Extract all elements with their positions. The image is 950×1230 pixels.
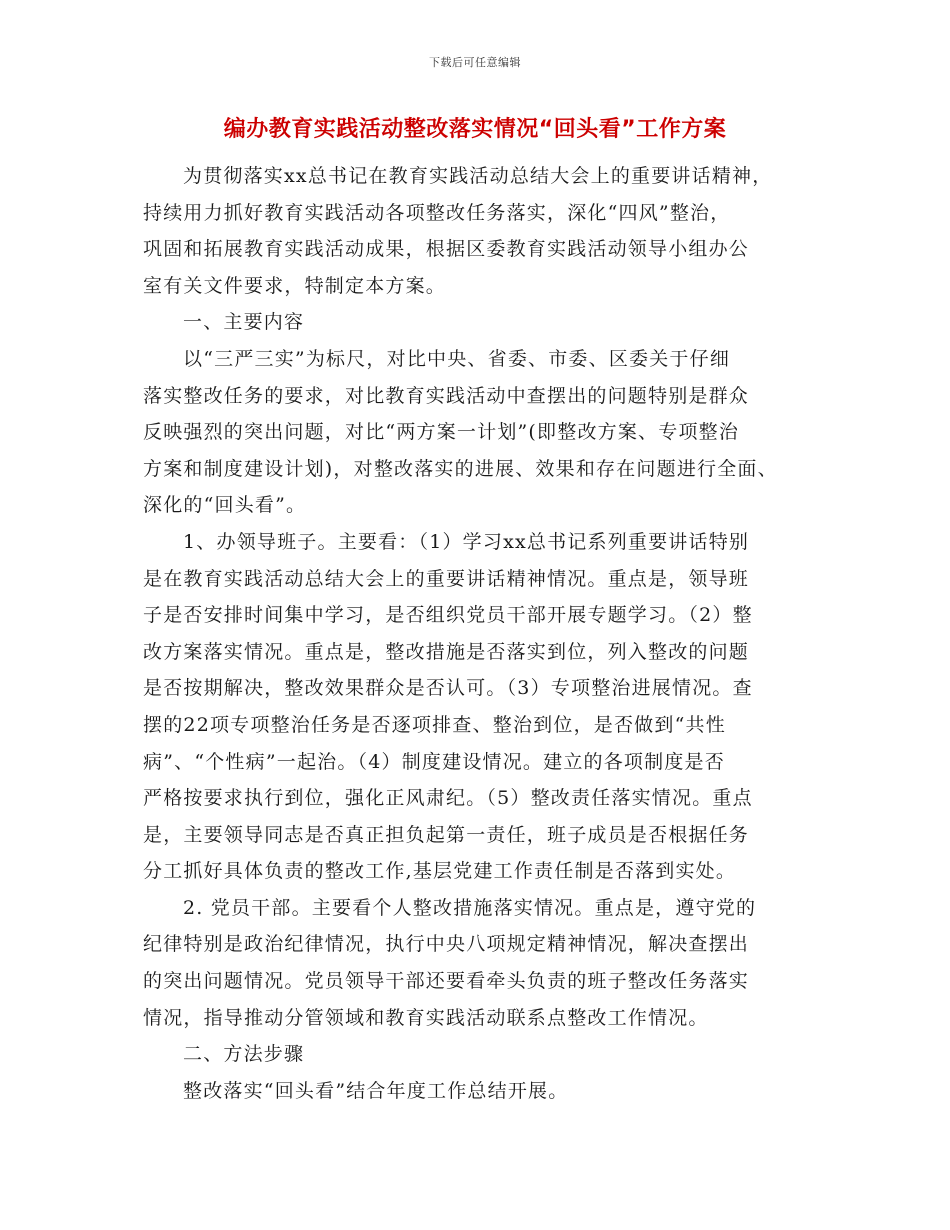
text-line: 室有关文件要求，特制定本方案。	[143, 274, 447, 297]
text-line: 分工抓好具体负责的整改工作,基层党建工作责任制是否落到实处。	[143, 860, 737, 883]
text-line: 一、主要内容	[183, 311, 305, 334]
text-line: 摆的22项专项整治任务是否逐项排查、整治到位，是否做到“共性	[143, 713, 726, 736]
text-line: 方案和制度建设计划)，对整改落实的进展、效果和存在问题进行全面、	[143, 457, 778, 480]
text-line: 是在教育实践活动总结大会上的重要讲话精神情况。重点是，领导班	[143, 567, 750, 590]
text-line: 是否按期解决，整改效果群众是否认可。（3）专项整治进展情况。查	[143, 677, 753, 700]
text-line: 病”、“个性病”一起治。（4）制度建设情况。建立的各项制度是否	[143, 750, 725, 773]
text-line: 2. 党员干部。主要看个人整改措施落实情况。重点是，遵守党的	[183, 896, 757, 919]
header-note: 下载后可任意编辑	[429, 56, 521, 69]
text-line: 的突出问题情况。党员领导干部还要看牵头负责的班子整改任务落实	[143, 970, 750, 993]
text-line: 是，主要领导同志是否真正担负起第一责任，班子成员是否根据任务	[143, 823, 750, 846]
text-line: 持续用力抓好教育实践活动各项整改任务落实，深化“四风”整治，	[143, 201, 731, 224]
text-line: 1、办领导班子。主要看：（1）学习xx总书记系列重要讲话特别	[183, 530, 750, 553]
text-line: 子是否安排时间集中学习，是否组织党员干部开展专题学习。（2）整	[143, 604, 753, 627]
text-line: 严格按要求执行到位，强化正风肃纪。（5）整改责任落实情况。重点	[143, 787, 753, 810]
document-body	[143, 158, 823, 1109]
text-line: 深化的“回头看”。	[143, 494, 307, 517]
text-line: 二、方法步骤	[183, 1043, 305, 1066]
text-line: 整改落实“回头看”结合年度工作总结开展。	[183, 1079, 569, 1102]
text-line: 情况，指导推动分管领域和教育实践活动联系点整改工作情况。	[143, 1006, 709, 1029]
text-line: 为贯彻落实xx总书记在教育实践活动总结大会上的重要讲话精神，	[183, 165, 773, 187]
text-line: 落实整改任务的要求，对比教育实践活动中查摆出的问题特别是群众	[143, 384, 750, 407]
text-line: 改方案落实情况。重点是，整改措施是否落实到位，列入整改的问题	[143, 640, 750, 663]
document-title: 编办教育实践活动整改落实情况“回头看”工作方案	[223, 117, 727, 142]
text-line: 以“三严三实”为标尺，对比中央、省委、市委、区委关于仔细	[183, 347, 731, 370]
text-line: 反映强烈的突出问题，对比“两方案一计划”(即整改方案、专项整治	[143, 421, 740, 444]
text-line: 纪律特别是政治纪律情况，执行中央八项规定精神情况，解决查摆出	[143, 933, 750, 956]
text-line: 巩固和拓展教育实践活动成果，根据区委教育实践活动领导小组办公	[143, 238, 750, 261]
